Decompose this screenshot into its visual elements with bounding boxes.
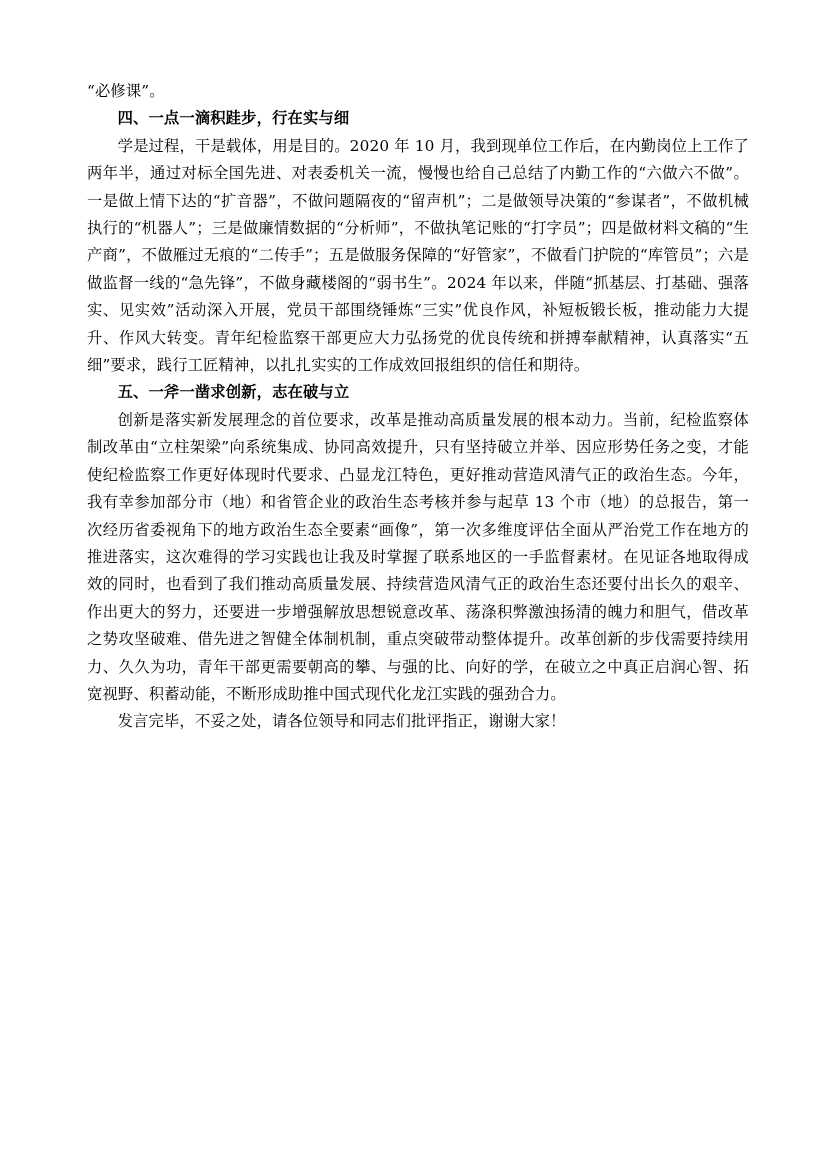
paragraph-continuation: “必修课”。 [87, 82, 165, 100]
body-paragraph: 学是过程，干是载体，用是目的。2020 年 10 月，我到现单位工作后，在内勤岗位上工作了两年半，通过对标全国先进、对表委机关一流，慢慢也给自己总结了内勤工作的“六做六不做”。一是做上情下达的“扩音器”，不做问题隔夜的“留声机”；二是做领导决策的“参谋者”，不做机械执行的“机器人”；三是做廉情数据的“分析师”，不做执笔记账的“打字员”；四是做材料文稿的“生产商”，不做雁过无痕的“二传手”；五是做服务保障的“好管家”，不做看门护院的“库管员”；六是做监督一线的“急先锋”，不做身藏楼阁的“弱书生”。2024 年以来，伴随“抓基层、打基础、强落实、见实效”活动深入开展，党员干部围绕锤炼“三实”优良作风，补短板锻长板，推动能力大提升、作风大转变。青年纪检监察干部更应大力弘扬党的优良传统和拼搏奉献精神，认真落实“五细”要求，践行工匠精神，以扎扎实实的工作成效回报组织的信任和期待。 [87, 136, 749, 375]
body-paragraph: 创新是落实新发展理念的首位要求，改革是推动高质量发展的根本动力。当前，纪检监察体制改革由“立柱架梁”向系统集成、协同高效提升，只有坚持破立并举、因应形势任务之变，才能使纪检监察工作更好体现时代要求、凸显龙江特色，更好推动营造风清气正的政治生态。今年，我有幸参加部分市（地）和省管企业的政治生态考核并参与起草 13 个市（地）的总报告，第一次经历省委视角下的地方政治生态全要素“画像”，第一次多维度评估全面从严治党工作在地方的推进落实，这次难得的学习实践也让我及时掌握了联系地区的一手监督素材。在见证各地取得成效的同时，也看到了我们推动高质量发展、持续营造风清气正的政治生态还要付出长久的艰辛、作出更大的努力，还要进一步增强解放思想锐意改革、荡涤积弊激浊扬清的魄力和胆气，借改革之势攻坚破难、借先进之智健全体制机制，重点突破带动整体提升。改革创新的步伐需要持续用力、久久为功，青年干部更需要朝高的攀、与强的比、向好的学，在破立之中真正启润心智、拓宽视野、积蓄动能，不断形成助推中国式现代化龙江实践的强劲合力。 [87, 410, 749, 703]
document-page [87, 78, 749, 736]
closing-paragraph: 发言完毕，不妥之处，请各位领导和同志们批评指正，谢谢大家！ [117, 712, 566, 731]
section-heading-5: 五、一斧一凿求创新，志在破与立 [117, 383, 350, 402]
section-heading-4: 四、一点一滴积跬步，行在实与细 [117, 109, 350, 128]
